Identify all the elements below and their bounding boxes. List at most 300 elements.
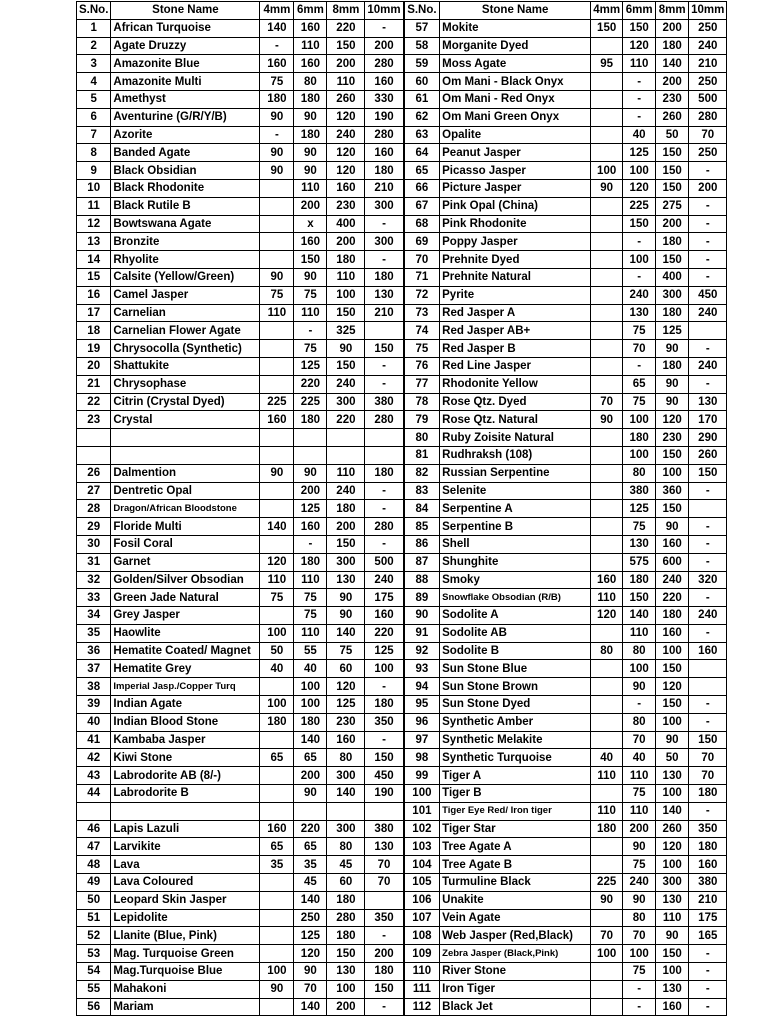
right-10mm-cell [689, 678, 727, 696]
left-6mm-cell: 80 [294, 73, 327, 91]
table-row [77, 500, 727, 518]
left-4mm-cell [260, 322, 294, 340]
right-10mm-cell: 130 [689, 393, 727, 411]
table-row [77, 144, 727, 162]
left-10mm-cell: - [365, 998, 404, 1016]
right-name-cell: Picture Jasper [440, 179, 591, 197]
table-row [77, 411, 727, 429]
right-4mm-cell: 90 [591, 411, 623, 429]
right-6mm-cell: - [623, 108, 656, 126]
table-row [77, 731, 727, 749]
left-6mm-cell: 40 [294, 660, 327, 678]
right-6mm-cell: 240 [623, 286, 656, 304]
right-10mm-cell: 160 [689, 856, 727, 874]
right-4mm-cell [591, 144, 623, 162]
right-name-cell: Synthetic Melakite [440, 731, 591, 749]
table-row [77, 322, 727, 340]
right-sno-cell: 64 [404, 144, 440, 162]
left-sno-cell: 55 [77, 980, 111, 998]
left-10mm-cell: - [365, 19, 404, 37]
right-8mm-cell: 160 [656, 535, 689, 553]
left-6mm-cell: 110 [294, 37, 327, 55]
left-name-cell: Hematite Grey [111, 660, 260, 678]
left-name-cell: Agate Druzzy [111, 37, 260, 55]
right-name-cell: Prehnite Natural [440, 268, 591, 286]
right-name-cell: Snowflake Obsodian (R/B) [440, 589, 591, 607]
left-10mm-cell: 350 [365, 909, 404, 927]
table-row [77, 589, 727, 607]
left-6mm-cell: 180 [294, 90, 327, 108]
left-6mm-cell: 100 [294, 696, 327, 714]
left-10mm-cell: 300 [365, 233, 404, 251]
left-name-cell: Mahakoni [111, 980, 260, 998]
right-8mm-cell: 125 [656, 322, 689, 340]
right-6mm-cell: 80 [623, 713, 656, 731]
right-sno-cell: 79 [404, 411, 440, 429]
right-6mm-cell: 100 [623, 411, 656, 429]
left-8mm-cell: 110 [327, 268, 365, 286]
right-10mm-cell: - [689, 696, 727, 714]
left-name-cell: Bronzite [111, 233, 260, 251]
left-name-cell: Leopard Skin Jasper [111, 891, 260, 909]
table-row [77, 891, 727, 909]
left-8mm-cell: 125 [327, 696, 365, 714]
table-row [77, 838, 727, 856]
left-sno-cell [77, 429, 111, 447]
left-4mm-cell [260, 215, 294, 233]
left-sno-cell: 13 [77, 233, 111, 251]
left-name-cell: Lava [111, 856, 260, 874]
left-sno-cell: 8 [77, 144, 111, 162]
right-sno-cell: 76 [404, 357, 440, 375]
right-sno-cell: 97 [404, 731, 440, 749]
right-4mm-cell [591, 286, 623, 304]
left-6mm-cell: x [294, 215, 327, 233]
left-name-cell: Citrin (Crystal Dyed) [111, 393, 260, 411]
right-8mm-cell: 360 [656, 482, 689, 500]
right-6mm-cell: 110 [623, 624, 656, 642]
left-6mm-cell: 90 [294, 464, 327, 482]
right-name-cell: Tiger B [440, 785, 591, 803]
left-6mm-cell: 65 [294, 749, 327, 767]
right-sno-cell: 84 [404, 500, 440, 518]
right-name-cell: Sodolite A [440, 607, 591, 625]
left-4mm-cell [260, 945, 294, 963]
left-8mm-cell: 80 [327, 838, 365, 856]
left-sno-cell: 20 [77, 357, 111, 375]
right-8mm-cell: 100 [656, 713, 689, 731]
left-10mm-cell [365, 802, 404, 820]
left-4mm-cell [260, 927, 294, 945]
right-6mm-cell: 70 [623, 731, 656, 749]
left-name-cell: Labrodorite B [111, 785, 260, 803]
right-10mm-cell: 290 [689, 429, 727, 447]
right-10mm-cell: 350 [689, 820, 727, 838]
right-sno-cell: 94 [404, 678, 440, 696]
right-6mm-cell: 90 [623, 891, 656, 909]
left-name-cell: Labrodorite AB (8/-) [111, 767, 260, 785]
left-8mm-cell: 80 [327, 749, 365, 767]
right-4mm-cell [591, 553, 623, 571]
right-6mm-cell: 125 [623, 500, 656, 518]
left-8mm-cell: 130 [327, 963, 365, 981]
right-name-cell: Mokite [440, 19, 591, 37]
left-6mm-cell: 200 [294, 482, 327, 500]
right-8mm-cell: 160 [656, 998, 689, 1016]
left-4mm-cell: 140 [260, 518, 294, 536]
left-sno-cell: 4 [77, 73, 111, 91]
right-sno-cell: 67 [404, 197, 440, 215]
table-row [77, 126, 727, 144]
right-10mm-cell: - [689, 215, 727, 233]
left-6mm-cell: 45 [294, 874, 327, 892]
left-8mm-cell: 150 [327, 945, 365, 963]
left-name-cell: Green Jade Natural [111, 589, 260, 607]
right-6mm-cell: 100 [623, 162, 656, 180]
left-6mm-cell: 35 [294, 856, 327, 874]
left-sno-cell: 10 [77, 179, 111, 197]
left-10mm-cell: 210 [365, 179, 404, 197]
left-4mm-cell: 75 [260, 286, 294, 304]
left-name-cell: Mag. Turquoise Green [111, 945, 260, 963]
right-sno-cell: 59 [404, 55, 440, 73]
left-8mm-cell: 160 [327, 731, 365, 749]
left-6mm-cell: 160 [294, 233, 327, 251]
right-name-cell: Prehnite Dyed [440, 251, 591, 269]
left-4mm-cell: 90 [260, 464, 294, 482]
right-10mm-cell: 240 [689, 304, 727, 322]
right-8mm-cell: 90 [656, 375, 689, 393]
right-name-cell: Tiger Eye Red/ Iron tiger [440, 802, 591, 820]
left-10mm-cell: 300 [365, 197, 404, 215]
left-6mm-cell: 75 [294, 286, 327, 304]
left-sno-cell: 50 [77, 891, 111, 909]
left-4mm-cell: 35 [260, 856, 294, 874]
right-4mm-cell [591, 304, 623, 322]
header-6mm-left: 6mm [294, 2, 327, 20]
left-name-cell: Garnet [111, 553, 260, 571]
left-sno-cell: 19 [77, 340, 111, 358]
right-10mm-cell: - [689, 589, 727, 607]
table-row [77, 571, 727, 589]
right-name-cell: Selenite [440, 482, 591, 500]
left-10mm-cell: 70 [365, 874, 404, 892]
right-name-cell: Zebra Jasper (Black,Pink) [440, 945, 591, 963]
right-sno-cell: 62 [404, 108, 440, 126]
table-row [77, 286, 727, 304]
left-10mm-cell: 210 [365, 304, 404, 322]
left-4mm-cell [260, 909, 294, 927]
left-name-cell: Aventurine (G/R/Y/B) [111, 108, 260, 126]
left-4mm-cell: 75 [260, 589, 294, 607]
left-10mm-cell: 175 [365, 589, 404, 607]
right-6mm-cell: - [623, 696, 656, 714]
left-sno-cell: 26 [77, 464, 111, 482]
right-6mm-cell: 150 [623, 215, 656, 233]
right-6mm-cell: 90 [623, 838, 656, 856]
left-sno-cell: 28 [77, 500, 111, 518]
right-name-cell: Picasso Jasper [440, 162, 591, 180]
table-row [77, 856, 727, 874]
right-10mm-cell: 150 [689, 731, 727, 749]
left-sno-cell: 15 [77, 268, 111, 286]
left-name-cell: Kambaba Jasper [111, 731, 260, 749]
right-6mm-cell: 150 [623, 589, 656, 607]
right-6mm-cell: 100 [623, 446, 656, 464]
right-10mm-cell: - [689, 998, 727, 1016]
left-name-cell [111, 429, 260, 447]
right-10mm-cell: - [689, 802, 727, 820]
left-4mm-cell: 100 [260, 696, 294, 714]
left-sno-cell: 9 [77, 162, 111, 180]
left-4mm-cell: 90 [260, 108, 294, 126]
left-name-cell: Haowlite [111, 624, 260, 642]
right-name-cell: Iron Tiger [440, 980, 591, 998]
right-8mm-cell: 90 [656, 731, 689, 749]
right-name-cell: Tree Agate B [440, 856, 591, 874]
right-8mm-cell: 90 [656, 393, 689, 411]
right-10mm-cell: 175 [689, 909, 727, 927]
right-4mm-cell [591, 838, 623, 856]
right-10mm-cell: 280 [689, 108, 727, 126]
right-10mm-cell: - [689, 963, 727, 981]
left-name-cell: Mariam [111, 998, 260, 1016]
right-name-cell: Pyrite [440, 286, 591, 304]
left-4mm-cell: 160 [260, 411, 294, 429]
left-4mm-cell [260, 233, 294, 251]
left-sno-cell: 32 [77, 571, 111, 589]
right-4mm-cell: 120 [591, 607, 623, 625]
left-name-cell: Imperial Jasp./Copper Turq [111, 678, 260, 696]
left-8mm-cell: 220 [327, 19, 365, 37]
right-4mm-cell [591, 251, 623, 269]
right-8mm-cell: 150 [656, 500, 689, 518]
right-sno-cell: 90 [404, 607, 440, 625]
left-8mm-cell: 120 [327, 108, 365, 126]
left-4mm-cell [260, 607, 294, 625]
right-4mm-cell [591, 446, 623, 464]
right-8mm-cell: 260 [656, 820, 689, 838]
right-4mm-cell [591, 731, 623, 749]
left-10mm-cell [365, 446, 404, 464]
left-10mm-cell: 380 [365, 393, 404, 411]
left-sno-cell: 35 [77, 624, 111, 642]
left-name-cell: Chrysocolla (Synthetic) [111, 340, 260, 358]
left-6mm-cell: 180 [294, 411, 327, 429]
left-4mm-cell [260, 357, 294, 375]
left-name-cell: Llanite (Blue, Pink) [111, 927, 260, 945]
right-sno-cell: 88 [404, 571, 440, 589]
right-6mm-cell: 65 [623, 375, 656, 393]
right-name-cell: Om Mani - Red Onyx [440, 90, 591, 108]
left-name-cell: Bowtswana Agate [111, 215, 260, 233]
left-sno-cell: 34 [77, 607, 111, 625]
right-4mm-cell [591, 197, 623, 215]
left-sno-cell: 41 [77, 731, 111, 749]
left-4mm-cell: 90 [260, 162, 294, 180]
table-row [77, 179, 727, 197]
right-sno-cell: 92 [404, 642, 440, 660]
right-4mm-cell [591, 357, 623, 375]
right-name-cell: Russian Serpentine [440, 464, 591, 482]
left-sno-cell: 54 [77, 963, 111, 981]
left-4mm-cell: 65 [260, 838, 294, 856]
left-4mm-cell [260, 785, 294, 803]
right-sno-cell: 87 [404, 553, 440, 571]
left-sno-cell: 5 [77, 90, 111, 108]
right-6mm-cell: 75 [623, 856, 656, 874]
left-sno-cell: 49 [77, 874, 111, 892]
table-row [77, 642, 727, 660]
left-4mm-cell: 90 [260, 268, 294, 286]
table-row [77, 749, 727, 767]
right-4mm-cell [591, 696, 623, 714]
left-4mm-cell [260, 197, 294, 215]
right-4mm-cell [591, 535, 623, 553]
right-6mm-cell: 100 [623, 945, 656, 963]
right-10mm-cell: 500 [689, 90, 727, 108]
right-name-cell: Serpentine A [440, 500, 591, 518]
left-6mm-cell: 90 [294, 144, 327, 162]
right-name-cell: Moss Agate [440, 55, 591, 73]
right-name-cell: Serpentine B [440, 518, 591, 536]
left-10mm-cell: - [365, 731, 404, 749]
left-8mm-cell: 180 [327, 891, 365, 909]
right-8mm-cell: 200 [656, 215, 689, 233]
right-name-cell: Unakite [440, 891, 591, 909]
left-10mm-cell: 330 [365, 90, 404, 108]
right-4mm-cell [591, 375, 623, 393]
right-4mm-cell [591, 340, 623, 358]
right-10mm-cell: 250 [689, 73, 727, 91]
left-8mm-cell: 200 [327, 233, 365, 251]
table-row [77, 197, 727, 215]
table-row [77, 357, 727, 375]
left-10mm-cell: 200 [365, 37, 404, 55]
left-10mm-cell: 180 [365, 268, 404, 286]
right-4mm-cell [591, 37, 623, 55]
left-10mm-cell: - [365, 500, 404, 518]
right-6mm-cell: 100 [623, 251, 656, 269]
right-8mm-cell: 150 [656, 945, 689, 963]
left-sno-cell: 47 [77, 838, 111, 856]
left-8mm-cell: 140 [327, 785, 365, 803]
left-4mm-cell: 100 [260, 963, 294, 981]
left-10mm-cell: - [365, 375, 404, 393]
right-10mm-cell: 210 [689, 55, 727, 73]
left-10mm-cell: 125 [365, 642, 404, 660]
left-sno-cell: 18 [77, 322, 111, 340]
right-10mm-cell: 240 [689, 357, 727, 375]
right-sno-cell: 77 [404, 375, 440, 393]
left-8mm-cell: 150 [327, 535, 365, 553]
left-10mm-cell: 150 [365, 980, 404, 998]
left-10mm-cell: 160 [365, 144, 404, 162]
left-sno-cell: 38 [77, 678, 111, 696]
table-row [77, 251, 727, 269]
right-8mm-cell: 140 [656, 55, 689, 73]
right-4mm-cell [591, 215, 623, 233]
left-sno-cell: 3 [77, 55, 111, 73]
table-row [77, 73, 727, 91]
right-6mm-cell: - [623, 73, 656, 91]
left-10mm-cell: - [365, 251, 404, 269]
left-sno-cell: 48 [77, 856, 111, 874]
left-sno-cell: 12 [77, 215, 111, 233]
right-name-cell: Sodolite AB [440, 624, 591, 642]
right-4mm-cell [591, 660, 623, 678]
right-4mm-cell: 80 [591, 642, 623, 660]
right-4mm-cell: 70 [591, 927, 623, 945]
left-4mm-cell [260, 179, 294, 197]
left-10mm-cell: 160 [365, 73, 404, 91]
left-4mm-cell: 110 [260, 571, 294, 589]
table-row [77, 820, 727, 838]
right-8mm-cell: 275 [656, 197, 689, 215]
left-name-cell: Floride Multi [111, 518, 260, 536]
right-8mm-cell: 130 [656, 891, 689, 909]
right-8mm-cell: 200 [656, 73, 689, 91]
left-4mm-cell: 65 [260, 749, 294, 767]
left-name-cell [111, 802, 260, 820]
left-10mm-cell: 160 [365, 607, 404, 625]
right-name-cell: Vein Agate [440, 909, 591, 927]
right-10mm-cell [689, 500, 727, 518]
left-6mm-cell: 65 [294, 838, 327, 856]
right-name-cell: Red Jasper A [440, 304, 591, 322]
left-name-cell: Lava Coloured [111, 874, 260, 892]
right-6mm-cell: 150 [623, 19, 656, 37]
right-sno-cell: 66 [404, 179, 440, 197]
right-4mm-cell [591, 678, 623, 696]
right-10mm-cell: 180 [689, 785, 727, 803]
header-10mm-left: 10mm [365, 2, 404, 20]
left-8mm-cell: 120 [327, 144, 365, 162]
right-sno-cell: 85 [404, 518, 440, 536]
left-8mm-cell: 280 [327, 909, 365, 927]
right-sno-cell: 82 [404, 464, 440, 482]
left-sno-cell: 1 [77, 19, 111, 37]
right-10mm-cell: - [689, 624, 727, 642]
left-6mm-cell: - [294, 535, 327, 553]
left-sno-cell: 6 [77, 108, 111, 126]
left-8mm-cell: 325 [327, 322, 365, 340]
left-6mm-cell: 120 [294, 945, 327, 963]
left-name-cell: Black Rutile B [111, 197, 260, 215]
table-row [77, 518, 727, 536]
left-name-cell: Lapis Lazuli [111, 820, 260, 838]
right-10mm-cell: - [689, 340, 727, 358]
table-row [77, 19, 727, 37]
left-4mm-cell: 75 [260, 73, 294, 91]
right-8mm-cell: 120 [656, 411, 689, 429]
right-8mm-cell: 150 [656, 162, 689, 180]
right-sno-cell: 93 [404, 660, 440, 678]
right-10mm-cell: - [689, 535, 727, 553]
right-name-cell: Red Jasper B [440, 340, 591, 358]
right-4mm-cell: 110 [591, 802, 623, 820]
table-row [77, 963, 727, 981]
left-6mm-cell: 160 [294, 19, 327, 37]
right-4mm-cell [591, 500, 623, 518]
right-10mm-cell: 70 [689, 126, 727, 144]
right-4mm-cell [591, 980, 623, 998]
right-sno-cell: 100 [404, 785, 440, 803]
left-name-cell: Larvikite [111, 838, 260, 856]
right-sno-cell: 101 [404, 802, 440, 820]
left-name-cell: Rhyolite [111, 251, 260, 269]
left-8mm-cell: 140 [327, 624, 365, 642]
